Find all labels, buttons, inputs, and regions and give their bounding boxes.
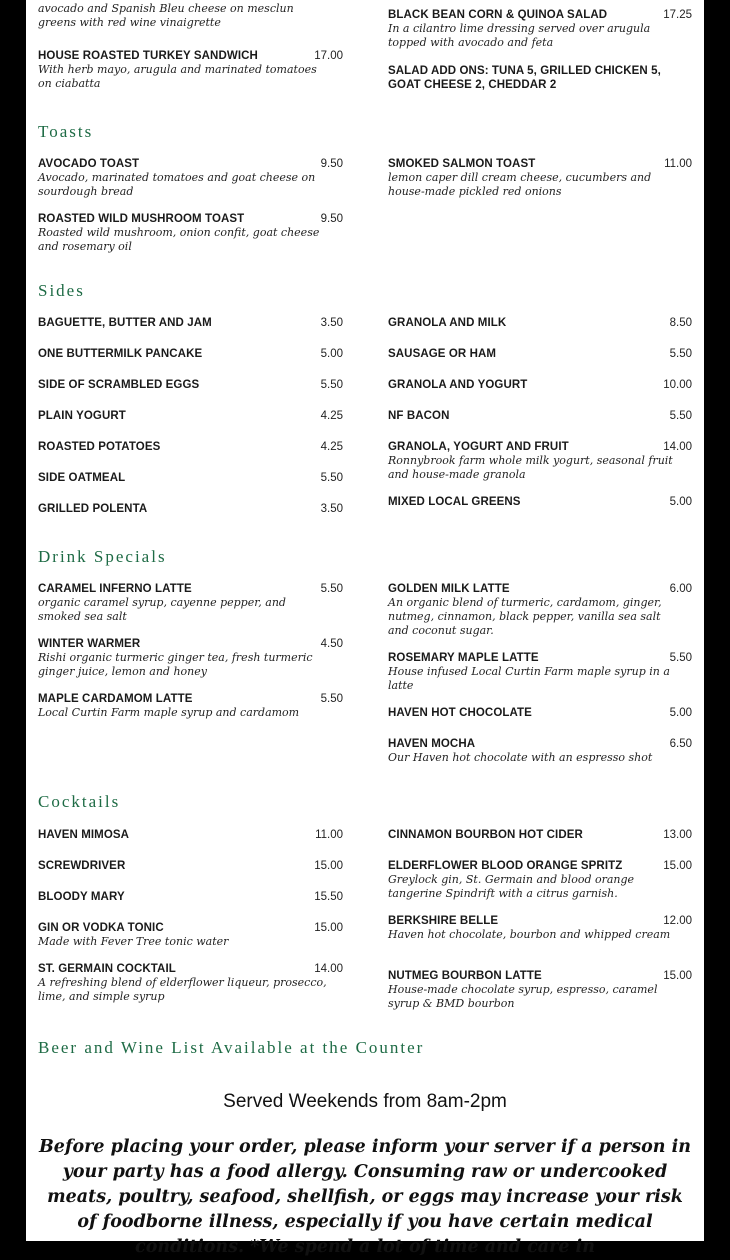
- item-name: ELDERFLOWER BLOOD ORANGE SPRITZ: [388, 860, 623, 872]
- item-description: House-made chocolate syrup, espresso, caramel syrup & BMD bourbon: [388, 983, 658, 1010]
- menu-item: [38, 692, 343, 720]
- item-description: Greylock gin, St. Germain and blood orange tangerine Spindrift with a citrus garnish.: [388, 873, 635, 900]
- menu-item: [38, 890, 343, 904]
- item-name: HAVEN MOCHA: [388, 738, 476, 750]
- menu-item: [38, 962, 343, 1004]
- menu-item: [38, 316, 343, 330]
- menu-item: [38, 502, 343, 516]
- item-name: HAVEN HOT CHOCOLATE: [388, 707, 532, 719]
- menu-item: [388, 737, 692, 765]
- menu-item: [388, 859, 692, 901]
- section-heading-drink-specials: Drink Specials: [38, 547, 167, 566]
- item-name: GOLDEN MILK LATTE: [388, 583, 510, 595]
- menu-item: [388, 969, 692, 1011]
- item-name: GRILLED POLENTA: [38, 503, 148, 515]
- item-description: Ronnybrook farm whole milk yogurt, seasonal fruit and house-made granola: [388, 454, 673, 481]
- item-price: 8.50: [669, 317, 692, 329]
- item-price: 5.00: [320, 348, 343, 360]
- menu-item: [38, 347, 343, 361]
- item-name: HAVEN MIMOSA: [38, 829, 130, 841]
- item-name: BERKSHIRE BELLE: [388, 915, 499, 927]
- menu-item: [388, 706, 692, 720]
- item-price: 11.00: [315, 829, 343, 841]
- item-price: 15.00: [314, 860, 343, 872]
- item-price: 5.50: [669, 348, 692, 360]
- item-price: 4.50: [320, 638, 343, 650]
- item-price: 5.50: [320, 583, 343, 595]
- item-name: BLOODY MARY: [38, 891, 125, 903]
- menu-item: [38, 859, 343, 873]
- item-price: 5.50: [320, 693, 343, 705]
- item-description: With herb mayo, arugula and marinated tomatoes on ciabatta: [38, 63, 317, 90]
- item-name: GRANOLA AND YOGURT: [388, 379, 528, 391]
- menu-item: [38, 157, 343, 199]
- item-description: In a cilantro lime dressing served over arugula topped with avocado and feta: [388, 22, 651, 49]
- item-price: 5.50: [669, 410, 692, 422]
- item-name: ROASTED POTATOES: [38, 441, 161, 453]
- item-name: ROSEMARY MAPLE LATTE: [388, 652, 539, 664]
- menu-item: [38, 409, 343, 423]
- menu-item: [38, 378, 343, 392]
- item-name: GIN OR VODKA TONIC: [38, 922, 164, 934]
- item-name: ST. GERMAIN COCKTAIL: [38, 963, 176, 975]
- item-price: 13.00: [663, 829, 692, 841]
- menu-item: [388, 440, 692, 482]
- item-description: Made with Fever Tree tonic water: [38, 935, 229, 948]
- menu-item: [388, 914, 692, 942]
- item-price: 4.25: [320, 441, 343, 453]
- section-heading-sides: Sides: [38, 281, 85, 300]
- item-price: 5.50: [669, 652, 692, 664]
- item-name: SIDE OF SCRAMBLED EGGS: [38, 379, 200, 391]
- beer-wine-heading: Beer and Wine List Available at the Counter: [38, 1038, 425, 1057]
- item-name: ONE BUTTERMILK PANCAKE: [38, 348, 203, 360]
- item-price: 5.50: [320, 472, 343, 484]
- item-description: Rishi organic turmeric ginger tea, fresh turmeric ginger juice, lemon and honey: [38, 651, 313, 678]
- menu-item: [388, 651, 692, 693]
- item-description: Avocado, marinated tomatoes and goat cheese on sourdough bread: [38, 171, 316, 198]
- item-name: SMOKED SALMON TOAST: [388, 158, 536, 170]
- item-name: GRANOLA AND MILK: [388, 317, 507, 329]
- allergy-notice: Before placing your order, please inform your server if a person in your party has a food allergy. Consuming raw or undercooked meats, poultry, seafood, shellfish, or eggs may increase your risk of foodborne illness, especially if you have certain medical conditions. *We spend a lot of time and care in: [39, 1137, 691, 1257]
- item-name: SIDE OATMEAL: [38, 472, 126, 484]
- item-description: Roasted wild mushroom, onion confit, goat cheese and rosemary oil: [38, 226, 320, 253]
- item-name: MAPLE CARDAMOM LATTE: [38, 693, 193, 705]
- item-name: NUTMEG BOURBON LATTE: [388, 970, 542, 982]
- item-price: 10.00: [663, 379, 692, 391]
- item-description: Our Haven hot chocolate with an espresso shot: [388, 751, 653, 764]
- menu-item: [38, 0, 343, 30]
- item-price: 11.00: [664, 158, 692, 170]
- menu-page: [26, 0, 704, 1257]
- menu-item: [388, 157, 692, 199]
- item-price: 9.50: [320, 158, 343, 170]
- item-description: House infused Local Curtin Farm maple syrup in a latte: [388, 665, 670, 692]
- item-name: AVOCADO TOAST: [38, 158, 140, 170]
- item-price: 15.50: [314, 891, 343, 903]
- item-description: avocado and Spanish Bleu cheese on mesclun greens with red wine vinaigrette: [38, 2, 294, 29]
- item-name: SAUSAGE OR HAM: [388, 348, 497, 360]
- item-price: 12.00: [663, 915, 692, 927]
- item-description: lemon caper dill cream cheese, cucumbers and house-made pickled red onions: [388, 171, 652, 198]
- item-price: 15.00: [663, 860, 692, 872]
- item-name: GRANOLA, YOGURT AND FRUIT: [388, 441, 569, 453]
- item-price: 14.00: [314, 963, 343, 975]
- item-price: 5.00: [669, 496, 692, 508]
- section-heading-cocktails: Cocktails: [38, 792, 121, 811]
- item-name: NF BACON: [388, 410, 450, 422]
- item-name: WINTER WARMER: [38, 638, 141, 650]
- menu-item: [38, 582, 343, 624]
- menu-item: [38, 828, 343, 842]
- item-description: An organic blend of turmeric, cardamom, ginger, nutmeg, cinnamon, black pepper, vanilla sea salt and coconut sugar.: [388, 596, 662, 637]
- item-name: CINNAMON BOURBON HOT CIDER: [388, 829, 583, 841]
- item-price: 17.25: [663, 9, 692, 21]
- menu-item: [388, 495, 692, 509]
- item-price: 15.00: [663, 970, 692, 982]
- menu-item: [38, 440, 343, 454]
- menu-item: [388, 316, 692, 330]
- menu-item: [388, 409, 692, 423]
- menu-item: [38, 49, 343, 91]
- item-name: MIXED LOCAL GREENS: [388, 496, 521, 508]
- item-name: SCREWDRIVER: [38, 860, 126, 872]
- menu-item: [388, 64, 692, 92]
- menu-item: [38, 921, 343, 949]
- item-price: 6.00: [669, 583, 692, 595]
- menu-item: [388, 828, 692, 842]
- item-name: BLACK BEAN CORN & QUINOA SALAD: [388, 9, 608, 21]
- item-name: ROASTED WILD MUSHROOM TOAST: [38, 213, 245, 225]
- menu-item: [388, 347, 692, 361]
- item-description: A refreshing blend of elderflower liqueur, prosecco, lime, and simple syrup: [38, 976, 327, 1003]
- menu-item: [388, 378, 692, 392]
- item-name: BAGUETTE, BUTTER AND JAM: [38, 317, 212, 329]
- menu-item: [38, 212, 343, 254]
- item-price: 6.50: [669, 738, 692, 750]
- item-price: 9.50: [320, 213, 343, 225]
- item-price: 3.50: [320, 317, 343, 329]
- item-name: SALAD ADD ONS: TUNA 5, GRILLED CHICKEN 5, GOAT CHEESE 2, CHEDDAR 2: [388, 65, 661, 91]
- item-price: 4.25: [320, 410, 343, 422]
- menu-item: [38, 637, 343, 679]
- item-price: 17.00: [314, 50, 343, 62]
- item-name: PLAIN YOGURT: [38, 410, 126, 422]
- item-description: Haven hot chocolate, bourbon and whipped cream: [388, 928, 671, 941]
- item-price: 15.00: [314, 922, 343, 934]
- menu-item: [388, 8, 692, 50]
- item-price: 14.00: [663, 441, 692, 453]
- item-name: CARAMEL INFERNO LATTE: [38, 583, 192, 595]
- item-price: 5.00: [669, 707, 692, 719]
- item-price: 3.50: [320, 503, 343, 515]
- menu-item: [388, 582, 692, 638]
- item-name: HOUSE ROASTED TURKEY SANDWICH: [38, 50, 258, 62]
- menu-item: [38, 471, 343, 485]
- item-description: Local Curtin Farm maple syrup and cardamom: [38, 706, 300, 719]
- section-heading-toasts: Toasts: [38, 122, 94, 141]
- item-description: organic caramel syrup, cayenne pepper, and smoked sea salt: [38, 596, 286, 623]
- served-hours: Served Weekends from 8am-2pm: [223, 1091, 507, 1112]
- item-price: 5.50: [320, 379, 343, 391]
